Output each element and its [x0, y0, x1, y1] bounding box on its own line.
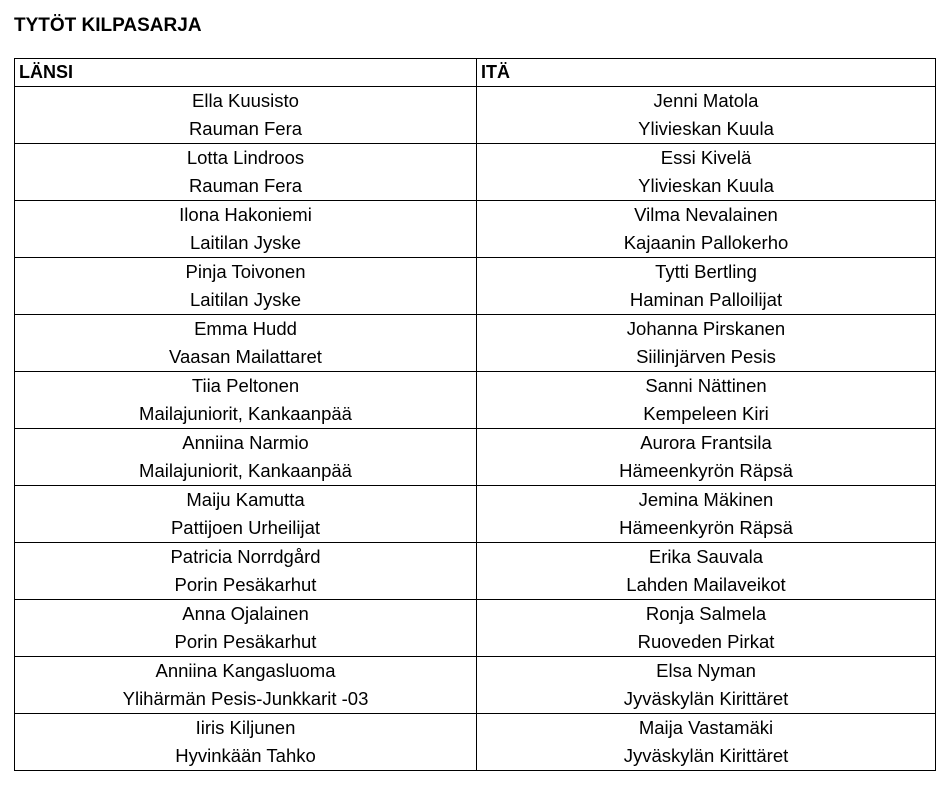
- club-name: Hämeenkyrön Räpsä: [619, 460, 793, 481]
- column-header-east: ITÄ: [477, 59, 936, 87]
- club-name: Porin Pesäkarhut: [174, 574, 317, 595]
- east-cell: [477, 429, 936, 486]
- player-name: Emma Hudd: [194, 318, 297, 339]
- player-name: Jenni Matola: [653, 90, 759, 111]
- east-cell: [477, 600, 936, 657]
- club-name: Haminan Palloilijat: [629, 289, 783, 310]
- table-row: [15, 486, 936, 543]
- player-name: Erika Sauvala: [648, 546, 764, 567]
- club-name: Ruoveden Pirkat: [637, 631, 775, 652]
- table-row: [15, 657, 936, 714]
- player-name: Ronja Salmela: [645, 603, 767, 624]
- player-name: Tytti Bertling: [655, 261, 757, 282]
- club-name: Siilinjärven Pesis: [636, 346, 776, 367]
- table-row: [15, 87, 936, 144]
- table-row: [15, 315, 936, 372]
- player-name: Tiia Peltonen: [191, 375, 300, 396]
- table-row: [15, 600, 936, 657]
- east-cell: [477, 372, 936, 429]
- player-name: Anniina Narmio: [182, 432, 309, 453]
- west-cell: [15, 87, 477, 144]
- west-cell: [15, 657, 477, 714]
- player-name: Maiju Kamutta: [186, 489, 305, 510]
- player-name: Aurora Frantsila: [640, 432, 772, 453]
- club-name: Mailajuniorit, Kankaanpää: [139, 403, 352, 424]
- player-name: Sanni Nättinen: [645, 375, 767, 396]
- table-header-row: [15, 59, 936, 87]
- west-cell: [15, 258, 477, 315]
- east-cell: [477, 87, 936, 144]
- table-row: [15, 372, 936, 429]
- player-name: Jemina Mäkinen: [638, 489, 774, 510]
- club-name: Jyväskylän Kirittäret: [623, 688, 789, 709]
- player-name: Johanna Pirskanen: [626, 318, 786, 339]
- west-cell: [15, 486, 477, 543]
- club-name: Kempeleen Kiri: [643, 403, 769, 424]
- club-name: Jyväskylän Kirittäret: [623, 745, 789, 766]
- club-name: Rauman Fera: [188, 118, 303, 139]
- player-name: Essi Kivelä: [660, 147, 752, 168]
- club-name: Laitilan Jyske: [189, 289, 302, 310]
- player-name: Pinja Toivonen: [185, 261, 306, 282]
- west-cell: [15, 144, 477, 201]
- club-name: Hyvinkään Tahko: [175, 745, 316, 766]
- west-cell: [15, 600, 477, 657]
- east-cell: [477, 543, 936, 600]
- west-cell: [15, 372, 477, 429]
- east-cell: [477, 315, 936, 372]
- player-name: Anna Ojalainen: [182, 603, 309, 624]
- east-cell: [477, 486, 936, 543]
- column-header-west: LÄNSI: [15, 59, 477, 87]
- west-cell: [15, 543, 477, 600]
- east-cell: [477, 714, 936, 771]
- table-row: [15, 258, 936, 315]
- table-row: [15, 429, 936, 486]
- player-name: Vilma Nevalainen: [634, 204, 778, 225]
- table-row: [15, 543, 936, 600]
- club-name: Mailajuniorit, Kankaanpää: [139, 460, 352, 481]
- club-name: Lahden Mailaveikot: [626, 574, 786, 595]
- player-name: Patricia Norrdgård: [170, 546, 321, 567]
- player-name: Ella Kuusisto: [192, 90, 299, 111]
- player-name: Maija Vastamäki: [638, 717, 774, 738]
- club-name: Laitilan Jyske: [189, 232, 302, 253]
- player-name: Iiris Kiljunen: [195, 717, 296, 738]
- player-name: Anniina Kangasluoma: [155, 660, 336, 681]
- club-name: Hämeenkyrön Räpsä: [619, 517, 793, 538]
- player-name: Lotta Lindroos: [186, 147, 305, 168]
- club-name: Pattijoen Urheilijat: [170, 517, 321, 538]
- club-name: Vaasan Mailattaret: [169, 346, 322, 367]
- east-cell: [477, 258, 936, 315]
- player-name: Elsa Nyman: [656, 660, 756, 681]
- club-name: Ylivieskan Kuula: [638, 118, 774, 139]
- club-name: Kajaanin Pallokerho: [623, 232, 789, 253]
- east-cell: [477, 657, 936, 714]
- east-cell: [477, 144, 936, 201]
- club-name: Rauman Fera: [188, 175, 303, 196]
- club-name: Ylihärmän Pesis-Junkkarit -03: [122, 688, 369, 709]
- club-name: Ylivieskan Kuula: [638, 175, 774, 196]
- club-name: Porin Pesäkarhut: [174, 631, 317, 652]
- west-cell: [15, 201, 477, 258]
- west-cell: [15, 714, 477, 771]
- east-cell: [477, 201, 936, 258]
- table-row: [15, 714, 936, 771]
- player-name: Ilona Hakoniemi: [179, 204, 312, 225]
- page-title: TYTÖT KILPASARJA: [14, 15, 202, 36]
- west-cell: [15, 315, 477, 372]
- table-row: [15, 144, 936, 201]
- west-cell: [15, 429, 477, 486]
- table-row: [15, 201, 936, 258]
- roster-table: [14, 58, 936, 771]
